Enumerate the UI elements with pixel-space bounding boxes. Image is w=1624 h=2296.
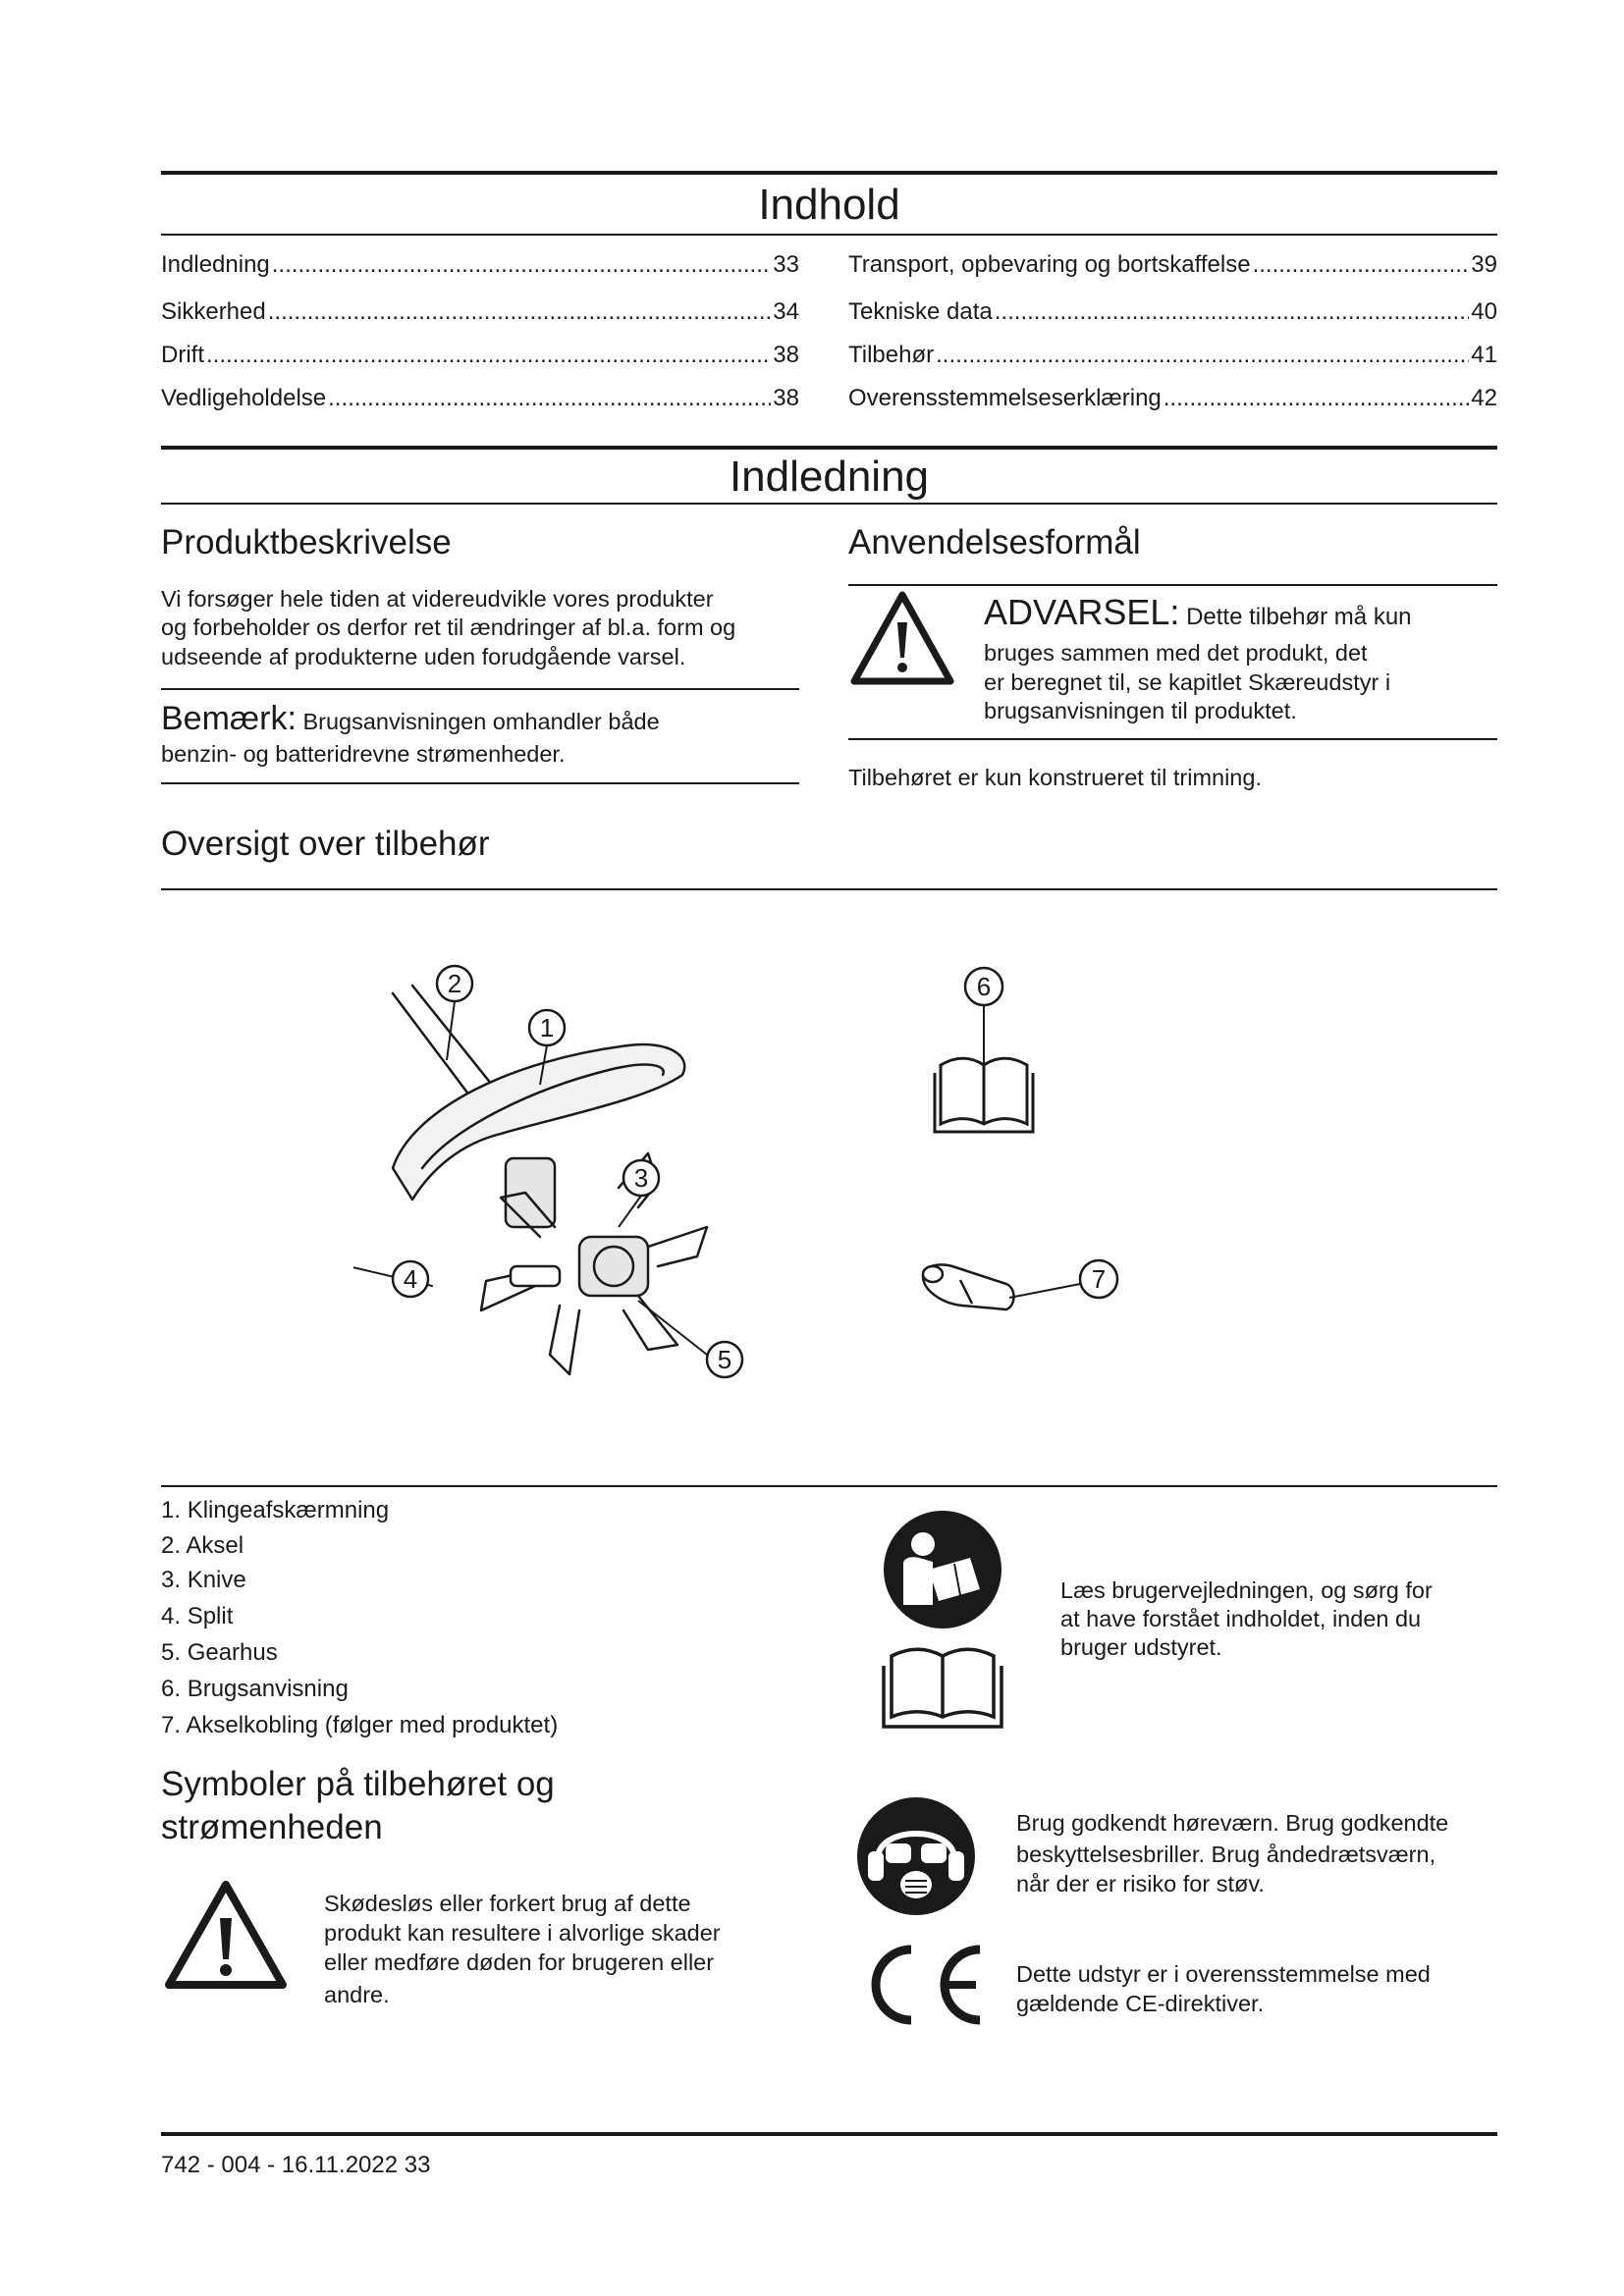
product-line: udseende af produkterne uden forudgående varsel. <box>161 644 686 669</box>
toc-entry-label: Transport, opbevaring og bortskaffelse <box>848 251 1251 278</box>
toc-entry-label: Tilbehør <box>848 342 935 368</box>
warning-bottom-rule <box>848 738 1497 740</box>
toc-entry[interactable] <box>161 383 799 414</box>
symbols-heading: Symboler på tilbehøret og <box>161 1765 555 1803</box>
purpose-text: Tilbehøret er kun konstrueret til trimning. <box>848 765 1262 790</box>
list-item: 4. Split <box>161 1603 234 1629</box>
toc-entry[interactable] <box>161 296 799 328</box>
intro-title-rule <box>161 503 1497 505</box>
callout-number: 3 <box>633 1163 649 1193</box>
toc-entry[interactable] <box>848 383 1497 414</box>
toc-entry[interactable] <box>848 340 1497 371</box>
intro-title: Indledning <box>729 453 930 501</box>
product-line: og forbeholder os derfor ret til ændringer af bl.a. form og <box>161 614 736 640</box>
note-line-1 <box>161 701 660 739</box>
note-line-2: benzin- og batteridrevne strømenheder. <box>161 741 566 767</box>
note-label: Bemærk: <box>161 700 297 737</box>
toc-entry[interactable] <box>161 249 799 281</box>
read-manual-icon <box>874 1509 1011 1744</box>
toc-entry-page: 40 <box>1471 298 1497 325</box>
accessory-illustration <box>353 942 766 1433</box>
toc-entry-label: Vedligeholdelse <box>161 385 327 411</box>
product-heading: Produktbeskrivelse <box>161 523 452 561</box>
list-item: 7. Akselkobling (følger med produktet) <box>161 1712 559 1738</box>
symbol-warning-line: produkt kan resultere i alvorlige skader <box>324 1920 721 1946</box>
shaft-pin <box>511 1266 560 1286</box>
symbol-warning-line: eller medføre døden for brugeren eller <box>324 1949 715 1975</box>
ppe-line: når der er risiko for støv. <box>1016 1871 1265 1896</box>
footer-text: 742 - 004 - 16.11.2022 33 <box>161 2152 431 2178</box>
overview-rule <box>161 888 1497 890</box>
warning-line-1 <box>984 593 1412 637</box>
toc-entry-label: Sikkerhed <box>161 298 266 325</box>
manual-book-illustration <box>923 957 1041 1153</box>
warning-label: ADVARSEL: <box>984 592 1180 632</box>
note-bottom-rule <box>161 782 799 784</box>
toc-entry[interactable] <box>848 296 1497 328</box>
symbol-warning-line: Skødesløs eller forkert brug af dette <box>324 1891 691 1916</box>
book-icon <box>884 1649 1001 1727</box>
product-line: Vi forsøger hele tiden at videreudvikle vores produkter <box>161 586 714 612</box>
protective-equipment-icon <box>854 1794 978 1918</box>
callout-number: 2 <box>447 969 462 998</box>
manual-line: Læs brugervejledningen, og sørg for <box>1060 1577 1433 1603</box>
ppe-line: Brug godkendt høreværn. Brug godkendte <box>1016 1810 1449 1836</box>
callout-number: 7 <box>1091 1264 1107 1294</box>
warning-triangle-icon <box>161 1877 291 1993</box>
toc-entry-label: Drift <box>161 342 204 368</box>
callout-number: 4 <box>403 1264 418 1294</box>
toc-entry-label: Tekniske data <box>848 298 993 325</box>
ce-mark-icon <box>854 1942 992 2028</box>
list-item: 2. Aksel <box>161 1532 244 1559</box>
toc-top-rule <box>161 171 1497 175</box>
list-item: 5. Gearhus <box>161 1639 278 1666</box>
list-item: 3. Knive <box>161 1567 246 1593</box>
items-rule <box>161 1485 1497 1487</box>
list-item: 6. Brugsanvisning <box>161 1676 349 1702</box>
knife-shape <box>550 1306 579 1374</box>
toc-entry[interactable] <box>848 249 1497 281</box>
warning-line: er beregnet til, se kapitlet Skæreudstyr i <box>984 669 1391 695</box>
ppe-line: beskyttelsesbriller. Brug åndedrætsværn, <box>1016 1842 1436 1867</box>
purpose-heading: Anvendelsesformål <box>848 523 1141 561</box>
note-text: Brugsanvisningen omhandler både <box>302 709 660 734</box>
overview-heading: Oversigt over tilbehør <box>161 825 490 863</box>
shaft-coupling-illustration <box>913 1247 1139 1335</box>
list-item: 1. Klingeafskærmning <box>161 1497 390 1523</box>
callout-number: 1 <box>539 1013 555 1042</box>
note-top-rule <box>161 688 799 690</box>
manual-line: at have forstået indholdet, inden du <box>1060 1606 1422 1631</box>
warning-top-rule <box>848 584 1497 586</box>
toc-entry-label: Overensstemmelseserklæring <box>848 385 1162 411</box>
ce-line: Dette udstyr er i overensstemmelse med <box>1016 1961 1431 1987</box>
warning-text: Dette tilbehør må kun <box>1186 604 1412 630</box>
toc-entry[interactable] <box>161 340 799 371</box>
toc-entry-label: Indledning <box>161 251 270 278</box>
toc-entry-page: 33 <box>773 251 799 278</box>
callout-number: 6 <box>976 972 992 1001</box>
intro-top-rule <box>161 446 1497 450</box>
warning-triangle-icon <box>848 589 956 687</box>
footer-rule <box>161 2132 1497 2136</box>
ce-line: gældende CE-direktiver. <box>1016 1991 1265 2016</box>
knife-shape <box>623 1296 677 1350</box>
toc-entry-page: 38 <box>773 385 799 411</box>
toc-title: Indhold <box>758 181 900 229</box>
toc-entry-page: 42 <box>1471 385 1497 411</box>
toc-entry-page: 39 <box>1471 251 1497 278</box>
callout-number: 5 <box>717 1345 732 1374</box>
toc-title-rule <box>161 234 1497 236</box>
coupling-icon <box>923 1264 1014 1309</box>
knife-shape <box>648 1227 707 1266</box>
warning-line: brugsanvisningen til produktet. <box>984 698 1297 723</box>
manual-line: bruger udstyret. <box>1060 1634 1222 1660</box>
toc-entry-page: 38 <box>773 342 799 368</box>
toc-entry-page: 34 <box>773 298 799 325</box>
toc-entry-page: 41 <box>1471 342 1497 368</box>
symbols-heading: strømenheden <box>161 1808 383 1846</box>
symbol-warning-line: andre. <box>324 1982 390 2007</box>
book-icon <box>935 1058 1033 1132</box>
warning-line: bruges sammen med det produkt, det <box>984 640 1368 666</box>
